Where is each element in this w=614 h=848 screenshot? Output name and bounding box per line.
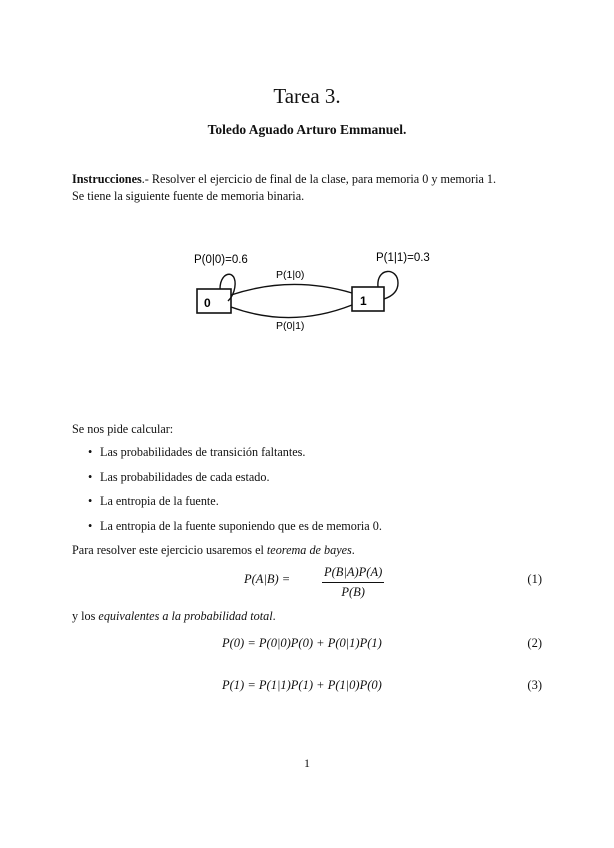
equation-1-number: (1) <box>527 572 542 586</box>
equation-1-denominator: P(B) <box>341 585 365 599</box>
instructions-label: Instrucciones <box>72 172 142 186</box>
state-0-label: 0 <box>204 296 211 310</box>
page-number: 1 <box>304 756 310 770</box>
bayes-theorem-term: teorema de bayes <box>266 543 352 557</box>
total-probability-paragraph <box>72 608 542 625</box>
transition-arc-top <box>231 284 352 295</box>
state-1-label: 1 <box>360 294 367 308</box>
total-prob-term: equivalentes a la probabilidad total <box>98 609 273 623</box>
self-loop-0-label: P(0|0)=0.6 <box>194 254 248 266</box>
resolve-period: . <box>351 543 355 557</box>
list-item: • Las probabilidades de transición faltantes. <box>88 444 538 469</box>
equation-3-number: (3) <box>527 678 542 692</box>
transition-bottom-label: P(0|1) <box>276 320 305 332</box>
instructions-paragraph <box>72 171 542 205</box>
total-prob-text: y los <box>72 609 99 623</box>
equation-1-fraction <box>322 565 384 600</box>
list-item: • La entropia de la fuente. <box>88 493 538 518</box>
transition-arc-bottom <box>231 305 352 318</box>
equation-2-expr: P(0) = P(0|0)P(0) + P(0|1)P(1) <box>222 636 382 650</box>
equation-2-number: (2) <box>527 636 542 650</box>
document-title: Tarea 3. <box>273 84 341 108</box>
self-loop-1-label: P(1|1)=0.3 <box>376 252 430 264</box>
equation-1-numerator: P(B|A)P(A) <box>322 565 384 583</box>
request-intro: Se nos pide calcular: <box>72 422 174 436</box>
resolve-paragraph <box>72 542 542 559</box>
list-item: • Las probabilidades de cada estado. <box>88 469 538 494</box>
state-1-box <box>352 287 384 311</box>
list-item: • La entropia de la fuente suponiendo que es de memoria 0. <box>88 518 538 543</box>
instructions-text: .- Resolver el ejercicio de final de la clase, para memoria 0 y memoria 1. <box>141 172 497 186</box>
markov-diagram <box>190 245 450 332</box>
task-list <box>88 444 538 542</box>
equation-3-expr: P(1) = P(1|1)P(1) + P(1|0)P(0) <box>222 678 382 692</box>
resolve-text: Para resolver este ejercicio usaremos el <box>72 543 267 557</box>
equation-1-lhs: P(A|B) = <box>244 572 291 586</box>
transition-top-label: P(1|0) <box>276 269 305 281</box>
source-description: Se tiene la siguiente fuente de memoria binaria. <box>72 189 305 203</box>
total-prob-period: . <box>272 609 276 623</box>
state-0-box <box>197 289 231 313</box>
author-name: Toledo Aguado Arturo Emmanuel. <box>207 122 407 137</box>
